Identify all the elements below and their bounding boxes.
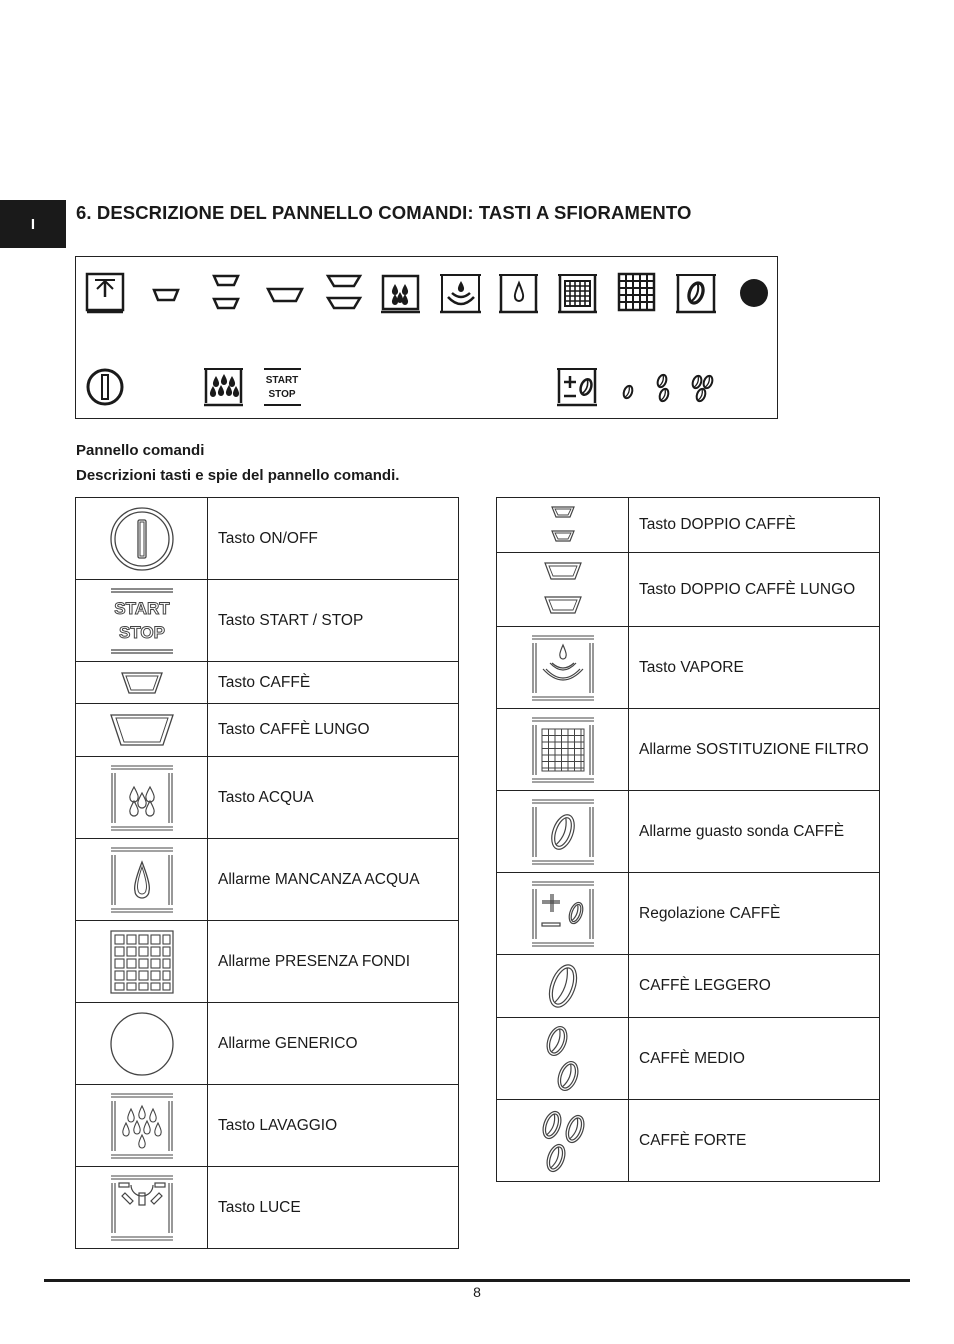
coffee-adjust-icon — [528, 879, 598, 949]
bean-triple-icon[interactable] — [691, 375, 714, 403]
table-row — [76, 1167, 459, 1249]
light-icon — [107, 1173, 177, 1243]
steam-icon[interactable] — [440, 275, 481, 312]
double-cup-icon — [528, 503, 598, 547]
table-row — [76, 757, 459, 839]
water-drop-icon — [107, 845, 177, 915]
table-row — [76, 662, 459, 704]
steam-icon — [528, 633, 598, 703]
label-cell: Allarme GENERICO — [208, 1003, 459, 1085]
label-cell: CAFFÈ LEGGERO — [629, 955, 880, 1018]
label-cell: Tasto ON/OFF — [208, 498, 459, 580]
filter-grid-icon — [528, 715, 598, 785]
section-title: 6. DESCRIZIONE DEL PANNELLO COMANDI: TASTI A SFIORAMENTO — [76, 202, 692, 223]
table-row — [76, 1085, 459, 1167]
coffee-bean-icon — [528, 797, 598, 867]
water-drops-icon[interactable] — [381, 276, 420, 312]
long-cup-icon[interactable] — [268, 289, 302, 301]
label-cell: Allarme MANCANZA ACQUA — [208, 839, 459, 921]
grounds-grid-icon — [107, 927, 177, 997]
double-long-cup-icon[interactable] — [328, 276, 360, 308]
bean-single-icon — [528, 958, 598, 1014]
label-cell: Allarme PRESENZA FONDI — [208, 921, 459, 1003]
label-cell: Tasto VAPORE — [629, 627, 880, 709]
label-cell: Allarme guasto sonda CAFFÈ — [629, 791, 880, 873]
cup-icon[interactable] — [154, 290, 178, 300]
label-cell: Tasto CAFFÈ LUNGO — [208, 704, 459, 757]
label-cell: Tasto DOPPIO CAFFÈ LUNGO — [629, 553, 880, 627]
water-drops-icon — [107, 763, 177, 833]
large-grid-icon[interactable] — [619, 274, 654, 310]
table-row — [497, 1018, 880, 1100]
circle-icon — [107, 1009, 177, 1079]
label-cell: Tasto CAFFÈ — [208, 662, 459, 704]
label-cell: CAFFÈ MEDIO — [629, 1018, 880, 1100]
bean-double-icon — [528, 1021, 598, 1097]
table-row — [76, 839, 459, 921]
table-row — [497, 873, 880, 955]
caption-title: Pannello comandi — [76, 442, 205, 459]
table-row — [76, 704, 459, 757]
table-row — [497, 1100, 880, 1182]
stop-label: STOP — [118, 622, 165, 642]
table-row — [497, 955, 880, 1018]
bean-triple-icon — [528, 1103, 598, 1179]
table-row — [76, 1003, 459, 1085]
table-row — [76, 580, 459, 662]
label-cell: Tasto ACQUA — [208, 757, 459, 839]
table-row — [497, 709, 880, 791]
control-panel-diagram — [75, 256, 778, 419]
label-cell: Tasto LAVAGGIO — [208, 1085, 459, 1167]
table-row — [497, 553, 880, 627]
double-long-cup-icon — [528, 559, 598, 621]
caption-subtitle: Descrizioni tasti e spie del pannello comandi. — [76, 467, 400, 484]
start-label: START — [113, 598, 170, 618]
legend-table-right — [496, 497, 880, 1182]
legend-table-left — [75, 497, 459, 1249]
page-number: 8 — [473, 1284, 481, 1300]
start-stop-icon — [107, 586, 177, 656]
power-icon — [107, 504, 177, 574]
label-cell: Tasto START / STOP — [208, 580, 459, 662]
table-row — [497, 627, 880, 709]
bean-single-icon[interactable] — [622, 385, 634, 400]
long-cup-icon — [107, 710, 177, 750]
table-row — [76, 498, 459, 580]
light-icon[interactable] — [87, 274, 123, 312]
wash-icon[interactable] — [204, 369, 243, 405]
label-cell: CAFFÈ FORTE — [629, 1100, 880, 1182]
double-cup-icon[interactable] — [214, 276, 238, 308]
table-row — [76, 921, 459, 1003]
label-cell: Tasto DOPPIO CAFFÈ — [629, 498, 880, 553]
coffee-bean-icon[interactable] — [676, 275, 716, 312]
power-icon[interactable] — [88, 370, 122, 404]
label-cell: Regolazione CAFFÈ — [629, 873, 880, 955]
bean-double-icon[interactable] — [656, 374, 670, 403]
panel-start-label: START — [265, 375, 299, 386]
language-tab: I — [0, 200, 66, 248]
small-grid-icon[interactable] — [558, 275, 597, 312]
label-cell: Tasto LUCE — [208, 1167, 459, 1249]
start-stop-icon[interactable] — [264, 369, 301, 405]
water-drop-icon[interactable] — [499, 275, 538, 312]
table-row — [497, 791, 880, 873]
coffee-adjust-icon[interactable] — [557, 369, 597, 405]
wash-icon — [107, 1091, 177, 1161]
panel-stop-label: STOP — [268, 389, 296, 400]
generic-alarm-dot-icon — [740, 279, 768, 307]
label-cell: Allarme SOSTITUZIONE FILTRO — [629, 709, 880, 791]
footer-divider — [44, 1279, 910, 1282]
cup-icon — [107, 668, 177, 698]
table-row — [497, 498, 880, 553]
